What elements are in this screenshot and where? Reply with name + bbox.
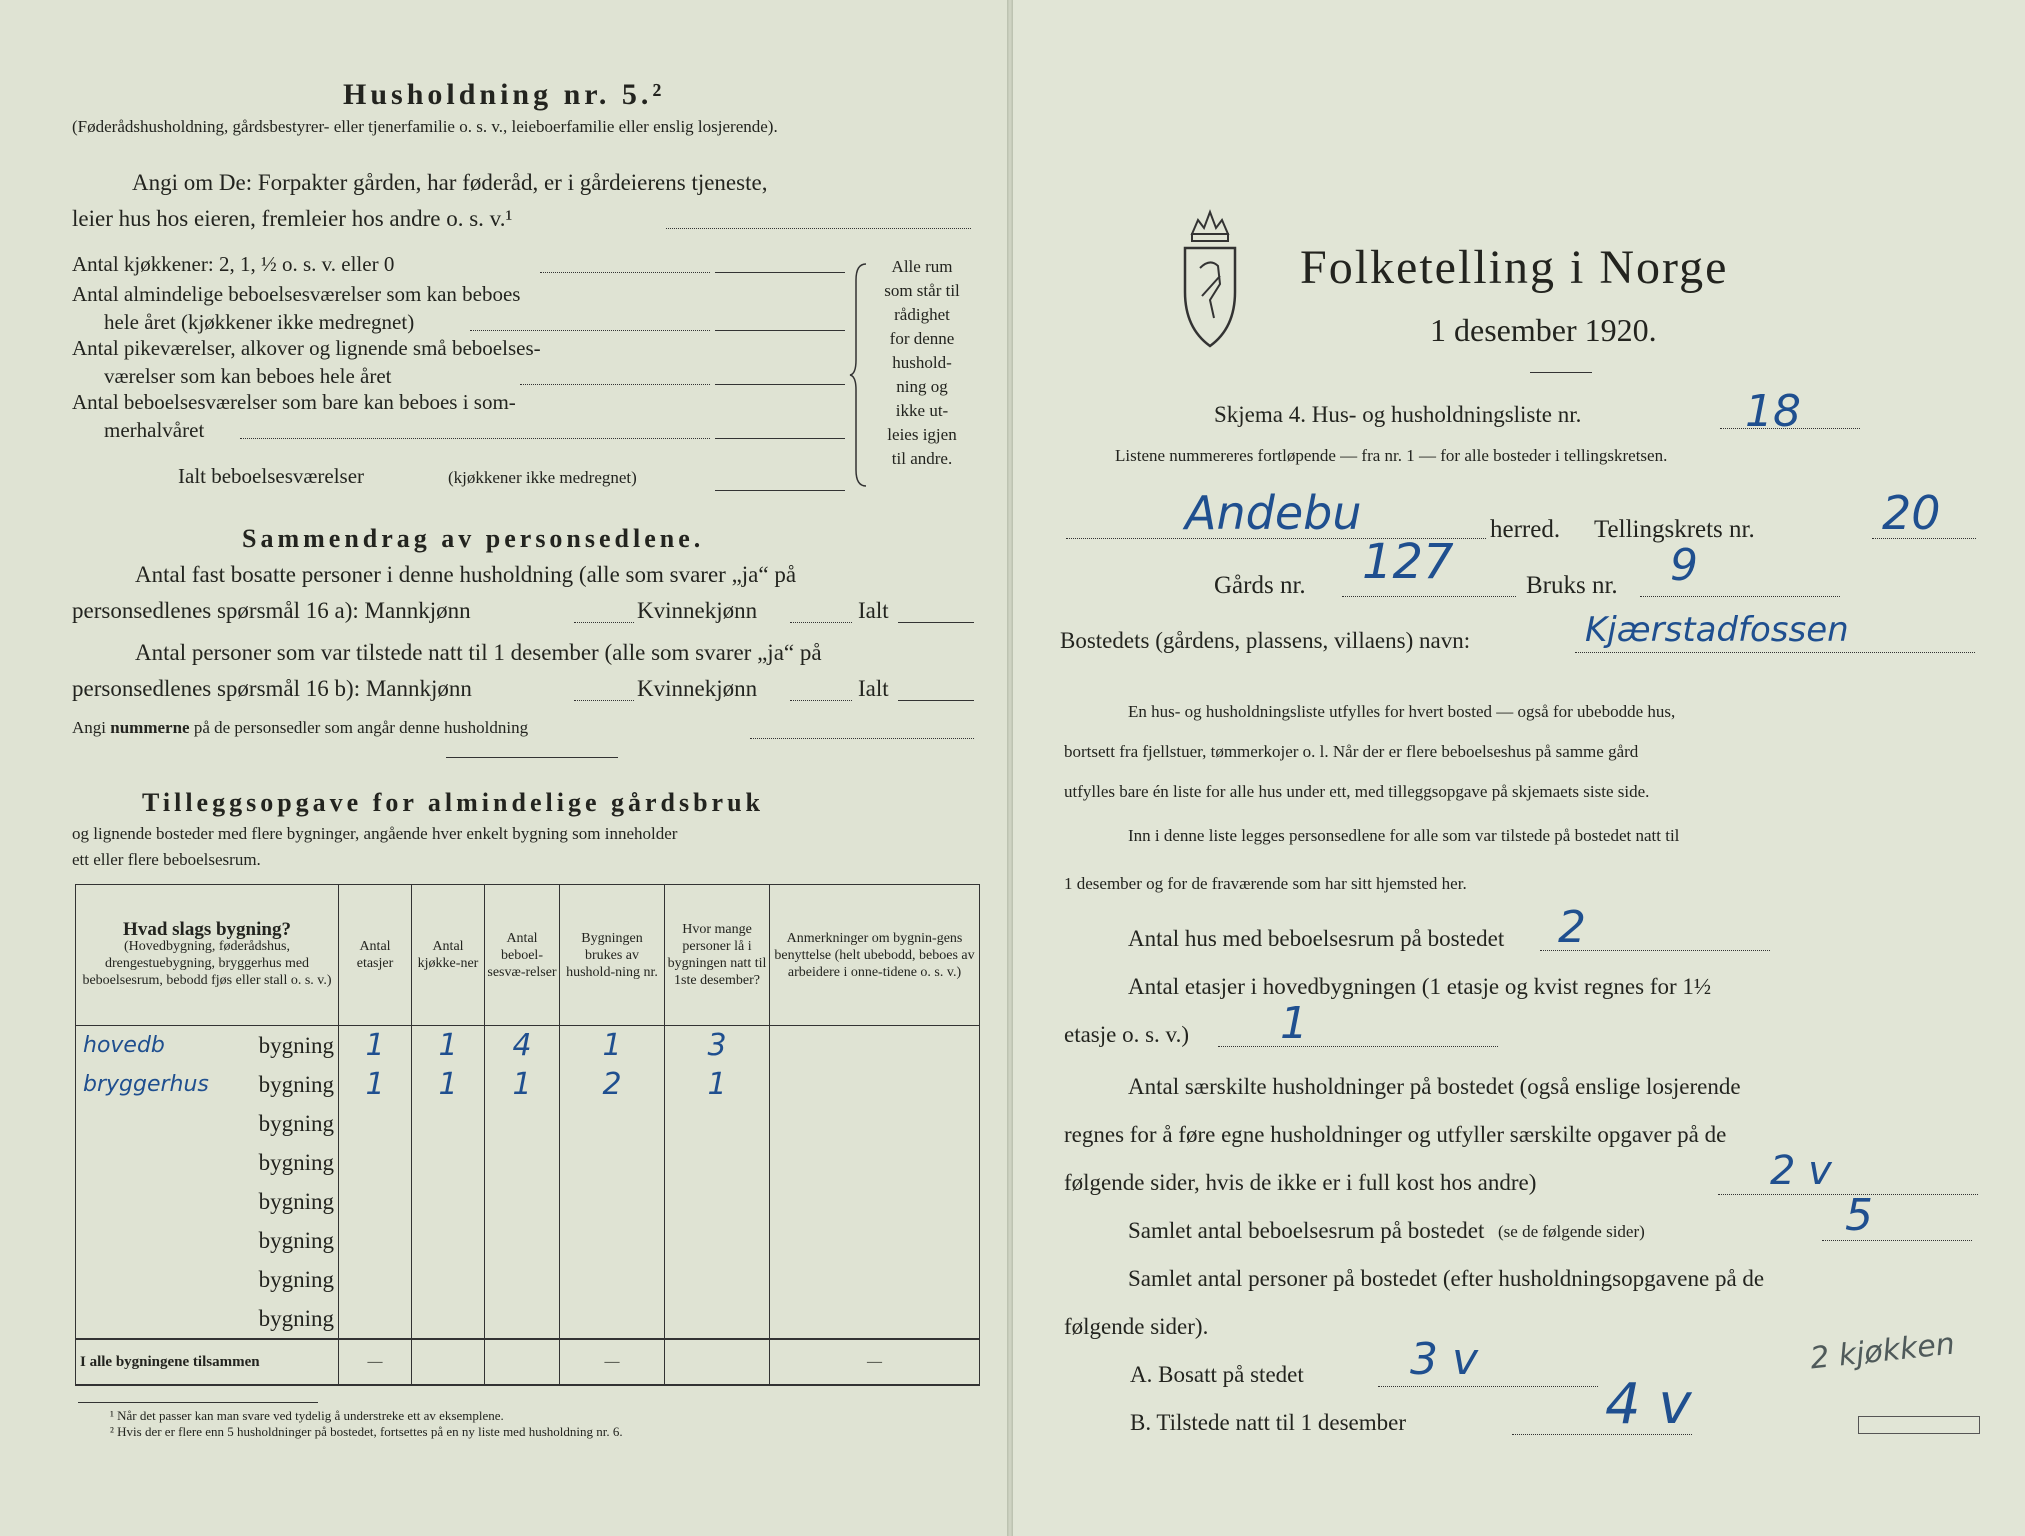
page-fold (1007, 0, 1013, 1536)
angi-numbers-c: på de personsedler som angår denne husholdning (193, 718, 529, 737)
side-note-line: hushold- (892, 353, 952, 372)
title-divider (1530, 372, 1592, 373)
intro-4: Inn i denne liste legges personsedlene for alle som var tilstede på bostedet natt til (1128, 826, 1680, 845)
table-row (76, 1104, 980, 1143)
angi-numbers (72, 718, 528, 738)
total-floors: — (339, 1339, 412, 1385)
summer-rooms-label-2: merhalvåret (104, 418, 205, 442)
building-type-cell (76, 1026, 339, 1066)
building-type-value: hovedb (83, 1032, 165, 1058)
cell-kitchens (412, 1104, 485, 1143)
maid-rooms-label-1: Antal pikeværelser, alkover og lignende små beboelses- (72, 336, 541, 360)
building-type-value: bryggerhus (83, 1071, 209, 1097)
fast-total-label: Ialt (858, 598, 889, 623)
houses-value: 2 (1558, 902, 1586, 953)
left-page (0, 0, 1010, 1536)
census-date: 1 desember 1920. (1430, 312, 1657, 348)
kitchens-dots (540, 272, 710, 273)
krets-value: 20 (1882, 486, 1941, 540)
bosatt-label: A. Bosatt på stedet (1130, 1362, 1304, 1387)
cell-floors (339, 1221, 412, 1260)
table-row (76, 1182, 980, 1221)
side-note-line: rådighet (894, 305, 950, 324)
table-row (76, 1221, 980, 1260)
ordinary-rooms-label-1: Antal almindelige beboelsesværelser som kan beboes (72, 282, 521, 306)
table-row (76, 1260, 980, 1299)
total-kitchens (412, 1339, 485, 1385)
cell-household (560, 1221, 665, 1260)
building-word: bygning (258, 1071, 334, 1097)
building-type-cell (76, 1065, 339, 1104)
cell-floors (339, 1143, 412, 1182)
bruks-line (1640, 596, 1840, 597)
tilstede-value: 4 v (1605, 1372, 1692, 1437)
cell-persons (665, 1260, 770, 1299)
cell-persons: 1 (665, 1065, 770, 1104)
side-note-line: Alle rum (891, 257, 953, 276)
fast-line-2: personsedlenes spørsmål 16 a): Mannkjønn (72, 598, 471, 623)
ordinary-rooms-dots (470, 330, 710, 331)
gards-value: 127 (1362, 534, 1454, 590)
cell-persons (665, 1299, 770, 1339)
angi-line-1: Angi om De: Forpakter gården, har føderåd, er i gårdeierens tjeneste, (132, 170, 768, 195)
cell-note (770, 1182, 980, 1221)
fast-male-answer (574, 622, 634, 623)
census-title: Folketelling i Norge (1300, 241, 1729, 294)
angi-answer-line (666, 228, 971, 229)
present-line-2: personsedlenes spørsmål 16 b): Mannkjønn (72, 676, 472, 701)
intro-1: En hus- og husholdningsliste utfylles for hvert bosted — også for ubebodde hus, (1128, 702, 1676, 721)
floors-label-1: Antal etasjer i hovedbygningen (1 etasje og kvist regnes for 1½ (1128, 974, 1712, 999)
cell-note (770, 1221, 980, 1260)
total-rooms-note: (kjøkkener ikke medregnet) (448, 468, 637, 487)
cell-rooms: 1 (485, 1065, 560, 1104)
header-notes: Anmerkninger om bygnin-gens benyttelse (helt ubebodd, beboes av arbeidere i onne-tidene o. s. v.) (770, 885, 980, 1026)
ordinary-rooms-label-2: hele året (kjøkkener ikke medregnet) (104, 310, 415, 334)
hh-label-3: følgende sider, hvis de ikke er i full kost hos andre) (1064, 1170, 1537, 1195)
side-note-line: til andre. (891, 449, 953, 468)
side-note-line: ikke ut- (895, 401, 949, 420)
maid-rooms-answer (715, 384, 845, 385)
table-row (76, 1299, 980, 1339)
side-note-line: som står til (884, 281, 960, 300)
present-total-answer (898, 700, 974, 701)
gards-line (1342, 596, 1516, 597)
hh-value: 2 v (1770, 1148, 1832, 1194)
intro-2: bortsett fra fjellstuer, tømmerkojer o. l. Når der er flere beboelseshus på samme gård (1064, 742, 1639, 761)
header-rooms: Antal beboel-sesvæ-relser (485, 885, 560, 1026)
cell-kitchens: 1 (412, 1065, 485, 1104)
footnote-2: ² Hvis der er flere enn 5 husholdninger på bostedet, fortsettes på en ny liste med husholdning nr. 6. (110, 1424, 623, 1439)
building-type-cell (76, 1299, 339, 1339)
bosted-label: Bostedets (gårdens, plassens, villaens) navn: (1060, 628, 1471, 653)
total-notes: — (770, 1339, 980, 1385)
bosatt-line (1378, 1386, 1598, 1387)
present-female-label: Kvinnekjønn (637, 676, 758, 701)
cell-kitchens (412, 1299, 485, 1339)
rooms-brace (848, 260, 874, 490)
cell-rooms (485, 1299, 560, 1339)
cell-persons (665, 1221, 770, 1260)
total-rooms-answer (715, 490, 845, 491)
cell-kitchens (412, 1260, 485, 1299)
fast-line-1: Antal fast bosatte personer i denne husholdning (alle som svarer „ja“ på (135, 562, 797, 587)
rooms-total-label: Samlet antal beboelsesrum på bostedet (1128, 1218, 1485, 1243)
krets-label: Tellingskrets nr. (1594, 516, 1755, 543)
maid-rooms-dots (520, 384, 710, 385)
cell-household (560, 1299, 665, 1339)
persons-label-1: Samlet antal personer på bostedet (efter husholdningsopgavene på de (1128, 1266, 1765, 1291)
household-subtitle: (Føderådshusholdning, gårdsbestyrer- eller tjenerfamilie o. s. v., leieboerfamilie eller enslig losjerende). (72, 117, 778, 136)
household-title: Husholdning nr. 5.² (343, 78, 666, 111)
cell-floors: 1 (339, 1065, 412, 1104)
schema-label: Skjema 4. Hus- og husholdningsliste nr. (1214, 402, 1582, 427)
cell-persons (665, 1182, 770, 1221)
cell-household: 2 (560, 1065, 665, 1104)
header-persons: Hvor mange personer lå i bygningen natt til 1ste desember? (665, 885, 770, 1026)
cell-rooms (485, 1221, 560, 1260)
cell-note (770, 1143, 980, 1182)
side-note-line: ning og (896, 377, 948, 396)
building-type-cell (76, 1182, 339, 1221)
cell-note (770, 1026, 980, 1066)
total-rooms-label: Ialt beboelsesværelser (178, 464, 365, 488)
ordinary-rooms-answer (715, 330, 845, 331)
side-note-line: for denne (889, 329, 955, 348)
header-kitchens: Antal kjøkke-ner (412, 885, 485, 1026)
printer-stamp (1858, 1416, 1980, 1434)
cell-kitchens (412, 1143, 485, 1182)
bruks-label: Bruks nr. (1526, 572, 1618, 599)
side-note-line: leies igjen (887, 425, 957, 444)
cell-note (770, 1065, 980, 1104)
cell-kitchens (412, 1182, 485, 1221)
total-row-label: I alle bygningene tilsammen (76, 1339, 339, 1385)
table-row (76, 1143, 980, 1182)
schema-nr-value: 18 (1745, 386, 1801, 437)
cell-floors (339, 1260, 412, 1299)
extra-text-2: ett eller flere beboelsesrum. (72, 850, 261, 869)
cell-persons (665, 1104, 770, 1143)
fast-total-answer (898, 622, 974, 623)
total-household: — (560, 1339, 665, 1385)
building-word: bygning (258, 1266, 334, 1292)
total-rooms (485, 1339, 560, 1385)
cell-kitchens (412, 1221, 485, 1260)
building-word: bygning (258, 1188, 334, 1214)
cell-rooms: 4 (485, 1026, 560, 1066)
kitchens-label: Antal kjøkkener: 2, 1, ½ o. s. v. eller 0 (72, 252, 395, 276)
fast-female-answer (790, 622, 852, 623)
persons-label-2: følgende sider). (1064, 1314, 1209, 1339)
cell-note (770, 1299, 980, 1339)
building-table (75, 884, 980, 1386)
section-divider (446, 757, 618, 758)
cell-rooms (485, 1143, 560, 1182)
floors-label-2: etasje o. s. v.) (1064, 1022, 1189, 1047)
rooms-total-note: (se de følgende sider) (1498, 1222, 1645, 1241)
gards-label: Gårds nr. (1214, 572, 1306, 599)
summer-rooms-label-1: Antal beboelsesværelser som bare kan beboes i som- (72, 390, 516, 414)
angi-numbers-b: nummerne (110, 718, 190, 737)
building-word: bygning (258, 1227, 334, 1253)
table-row (76, 1065, 980, 1104)
cell-persons (665, 1143, 770, 1182)
table-row (76, 1026, 980, 1066)
fast-female-label: Kvinnekjønn (637, 598, 758, 623)
header-floors: Antal etasjer (339, 885, 412, 1026)
cell-household (560, 1182, 665, 1221)
cell-floors (339, 1182, 412, 1221)
building-word: bygning (258, 1032, 334, 1058)
hh-label-2: regnes for å føre egne husholdninger og utfyller særskilte opgaver på de (1064, 1122, 1727, 1147)
summary-title: Sammendrag av personsedlene. (242, 524, 705, 553)
angi-numbers-a: Angi (72, 718, 106, 737)
bosted-value: Kjærstadfossen (1585, 610, 1849, 650)
houses-label: Antal hus med beboelsesrum på bostedet (1128, 926, 1505, 951)
building-word: bygning (258, 1305, 334, 1331)
summer-rooms-answer (715, 438, 845, 439)
footnote-divider (78, 1402, 318, 1403)
summer-rooms-dots (240, 438, 710, 439)
list-note: Listene nummereres fortløpende — fra nr. 1 — for alle bosteder i tellingskretsen. (1115, 446, 1668, 465)
table-total-row (76, 1339, 980, 1385)
herred-label: herred. (1490, 516, 1561, 543)
building-word: bygning (258, 1110, 334, 1136)
bosatt-value: 3 v (1410, 1334, 1479, 1385)
cell-kitchens: 1 (412, 1026, 485, 1066)
cell-rooms (485, 1260, 560, 1299)
rooms-total-value: 5 (1845, 1190, 1873, 1241)
header-building-type (76, 885, 339, 1026)
footnote-1: ¹ Når det passer kan man svare ved tydelig å understreke ett av eksemplene. (110, 1408, 504, 1423)
bosted-line (1575, 652, 1975, 653)
rooms-side-note (872, 255, 972, 471)
herred-value: Andebu (1185, 486, 1362, 540)
total-persons (665, 1339, 770, 1385)
cell-household (560, 1260, 665, 1299)
building-word: bygning (258, 1149, 334, 1175)
present-male-answer (574, 700, 634, 701)
floors-value: 1 (1280, 998, 1308, 1049)
hh-label-1: Antal særskilte husholdninger på bostedet (også enslige losjerende (1128, 1074, 1741, 1099)
header-building-type-desc: (Hovedbygning, føderådshus, drengestuebygning, bryggerhus med beboelsesrum, bebodd fjøs eller stall o. s. v.) (82, 939, 332, 988)
header-household: Bygningen brukes av hushold-ning nr. (560, 885, 665, 1026)
cell-household (560, 1143, 665, 1182)
maid-rooms-label-2: værelser som kan beboes hele året (104, 364, 392, 388)
angi-numbers-answer (750, 738, 974, 739)
cell-floors: 1 (339, 1026, 412, 1066)
building-type-cell (76, 1104, 339, 1143)
cell-household: 1 (560, 1026, 665, 1066)
cell-floors (339, 1299, 412, 1339)
norway-coat-of-arms-icon (1180, 200, 1240, 350)
extra-text-1: og lignende bosteder med flere bygninger, angående hver enkelt bygning som inneholder (72, 824, 678, 843)
cell-floors (339, 1104, 412, 1143)
floors-line (1218, 1046, 1498, 1047)
extra-title: Tilleggsopgave for almindelige gårdsbruk (142, 788, 765, 817)
kitchens-answer (715, 272, 845, 273)
present-line-1: Antal personer som var tilstede natt til 1 desember (alle som svarer „ja“ på (135, 640, 822, 665)
cell-rooms (485, 1104, 560, 1143)
intro-3: utfylles bare én liste for alle hus under ett, med tilleggsopgave på skjemaets siste side. (1064, 782, 1650, 801)
cell-note (770, 1260, 980, 1299)
tilstede-label: B. Tilstede natt til 1 desember (1130, 1410, 1406, 1435)
present-female-answer (790, 700, 852, 701)
angi-line-2: leier hus hos eieren, fremleier hos andre o. s. v.¹ (72, 206, 513, 231)
margin-note: 2 kjøkken (1808, 1326, 1957, 1377)
header-building-type-title: Hvad slags bygning? (123, 919, 291, 940)
building-type-cell (76, 1143, 339, 1182)
cell-household (560, 1104, 665, 1143)
present-total-label: Ialt (858, 676, 889, 701)
building-type-cell (76, 1221, 339, 1260)
cell-rooms (485, 1182, 560, 1221)
intro-5: 1 desember og for de fraværende som har sitt hjemsted her. (1064, 874, 1467, 893)
bruks-value: 9 (1670, 540, 1698, 591)
building-type-cell (76, 1260, 339, 1299)
right-page (1010, 0, 2025, 1536)
cell-persons: 3 (665, 1026, 770, 1066)
cell-note (770, 1104, 980, 1143)
